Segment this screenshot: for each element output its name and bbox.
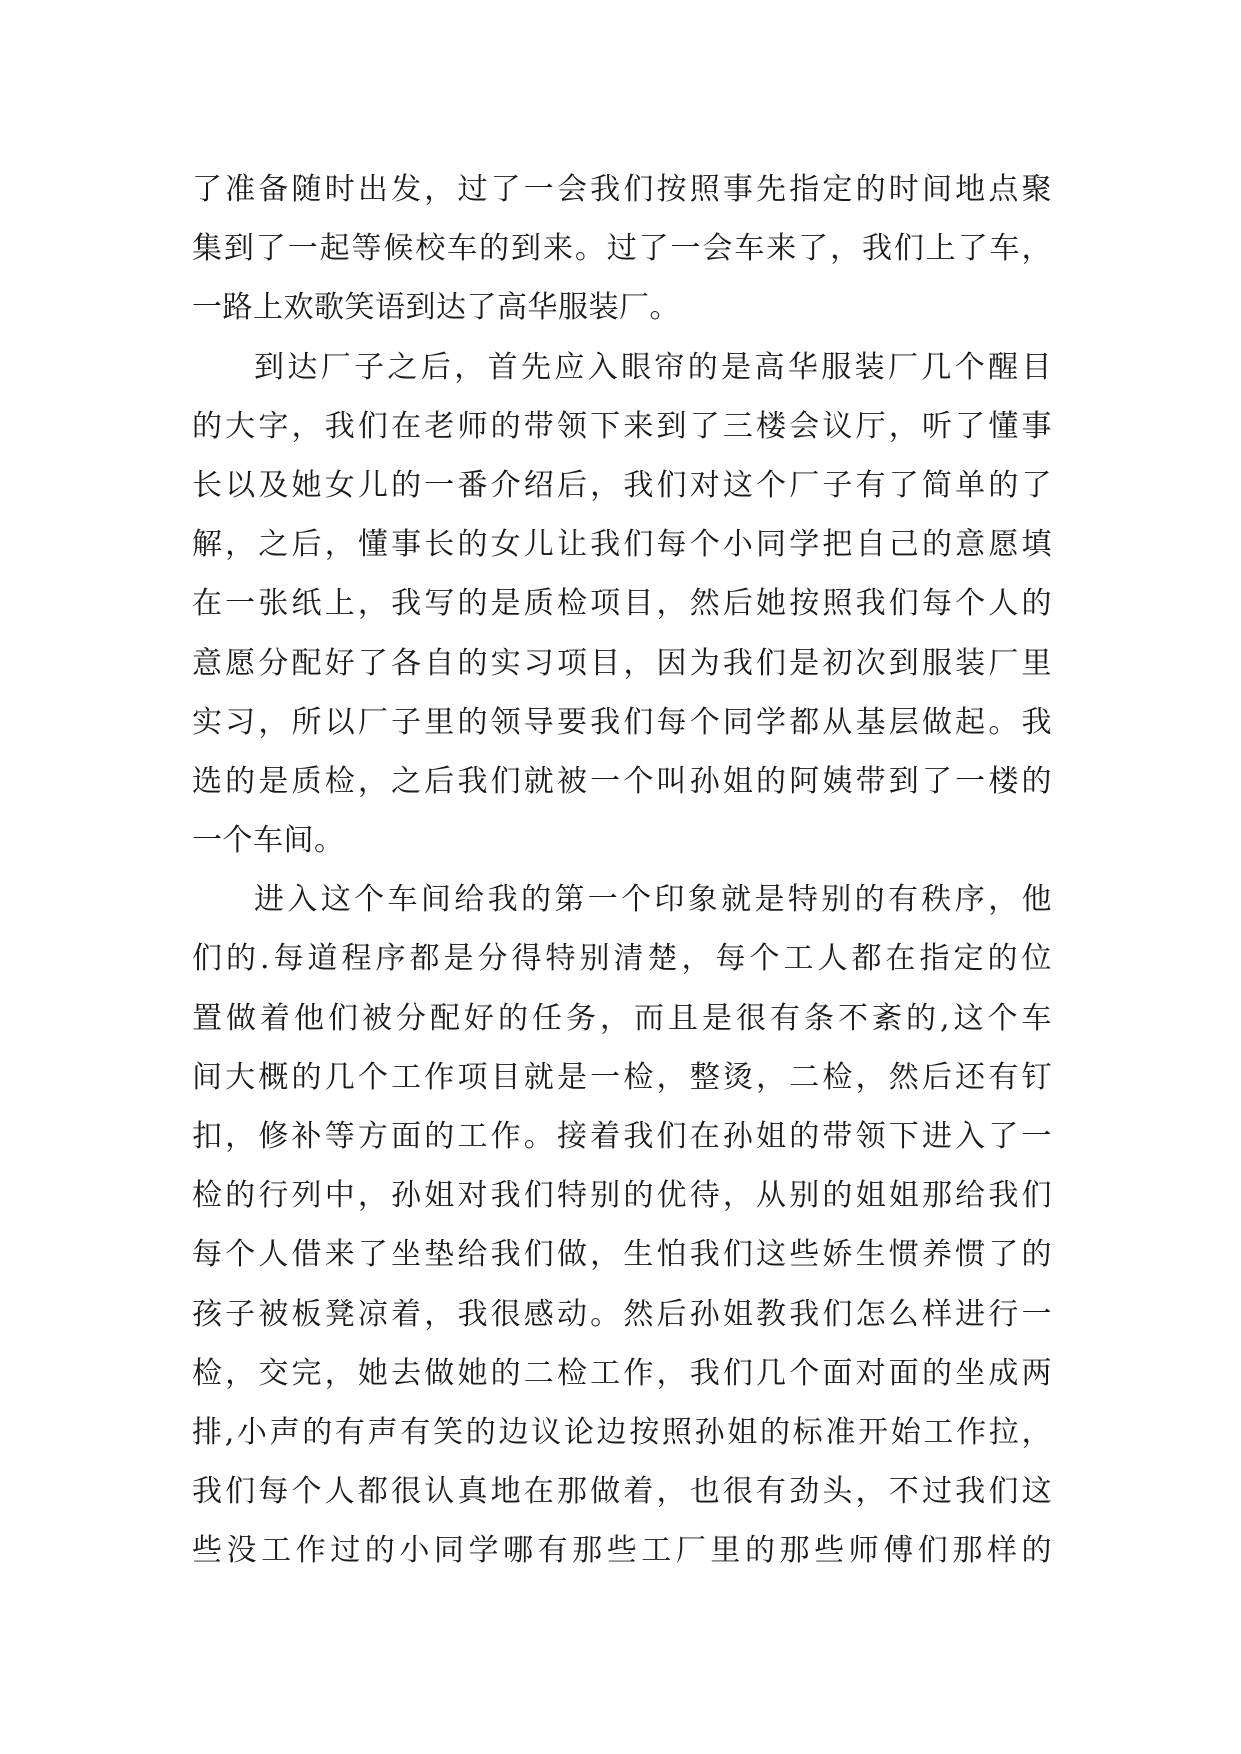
text-line: 我们每个人都很认真地在那做着，也很有劲头，不过我们这 [192,1474,1052,1510]
text-line: 进入这个车间给我的第一个印象就是特别的有秩序，他 [254,882,1052,918]
text-line: 检，交完，她去做她的二检工作，我们几个面对面的坐成两 [192,1355,1052,1391]
text-line: 扣，修补等方面的工作。接着我们在孙姐的带领下进入了一 [192,1119,1052,1154]
text-line: 些没工作过的小同学哪有那些工厂里的那些师傅们那样的 [192,1533,1052,1569]
text-line: 实习，所以厂子里的领导要我们每个同学都从基层做起。我 [192,704,1052,740]
text-line: 意愿分配好了各自的实习项目，因为我们是初次到服装厂里 [192,645,1052,681]
paragraph-1 [192,160,1052,338]
text-line: 们的.每道程序都是分得特别清楚，每个工人都在指定的位 [192,941,1052,977]
text-line: 选的是质检，之后我们就被一个叫孙姐的阿姨带到了一楼的 [192,763,1052,799]
text-line: 检的行列中，孙姐对我们特别的优待，从别的姐姐那给我们 [192,1178,1052,1214]
text-line: 到达厂子之后，首先应入眼帘的是高华服装厂几个醒目 [254,349,1052,385]
text-line: 排,小声的有声有笑的边议论边按照孙姐的标准开始工作拉， [192,1414,1052,1450]
text-line: 置做着他们被分配好的任务，而且是很有条不紊的,这个车 [192,1000,1052,1036]
text-line: 一个车间。 [192,823,345,859]
text-line: 了准备随时出发，过了一会我们按照事先指定的时间地点聚 [192,172,1052,207]
text-line: 集到了一起等候校车的到来。过了一会车来了，我们上了车， [192,231,1052,267]
text-line: 一路上欢歌笑语到达了高华服装厂。 [192,290,680,326]
text-line: 孩子被板凳凉着，我很感动。然后孙姐教我们怎么样进行一 [192,1296,1052,1332]
text-line: 解，之后，懂事长的女儿让我们每个小同学把自己的意愿填 [192,527,1052,563]
paragraph-3 [192,870,1052,1580]
document-body [192,160,1052,1581]
paragraph-2 [192,338,1052,871]
text-line: 长以及她女儿的一番介绍后，我们对这个厂子有了简单的了 [192,467,1052,503]
text-line: 的大字，我们在老师的带领下来到了三楼会议厅，听了懂事 [192,408,1052,444]
text-line: 间大概的几个工作项目就是一检，整烫，二检，然后还有钉 [192,1059,1052,1095]
text-line: 在一张纸上，我写的是质检项目，然后她按照我们每个人的 [192,586,1052,622]
text-line: 每个人借来了坐垫给我们做，生怕我们这些娇生惯养惯了的 [192,1237,1052,1273]
